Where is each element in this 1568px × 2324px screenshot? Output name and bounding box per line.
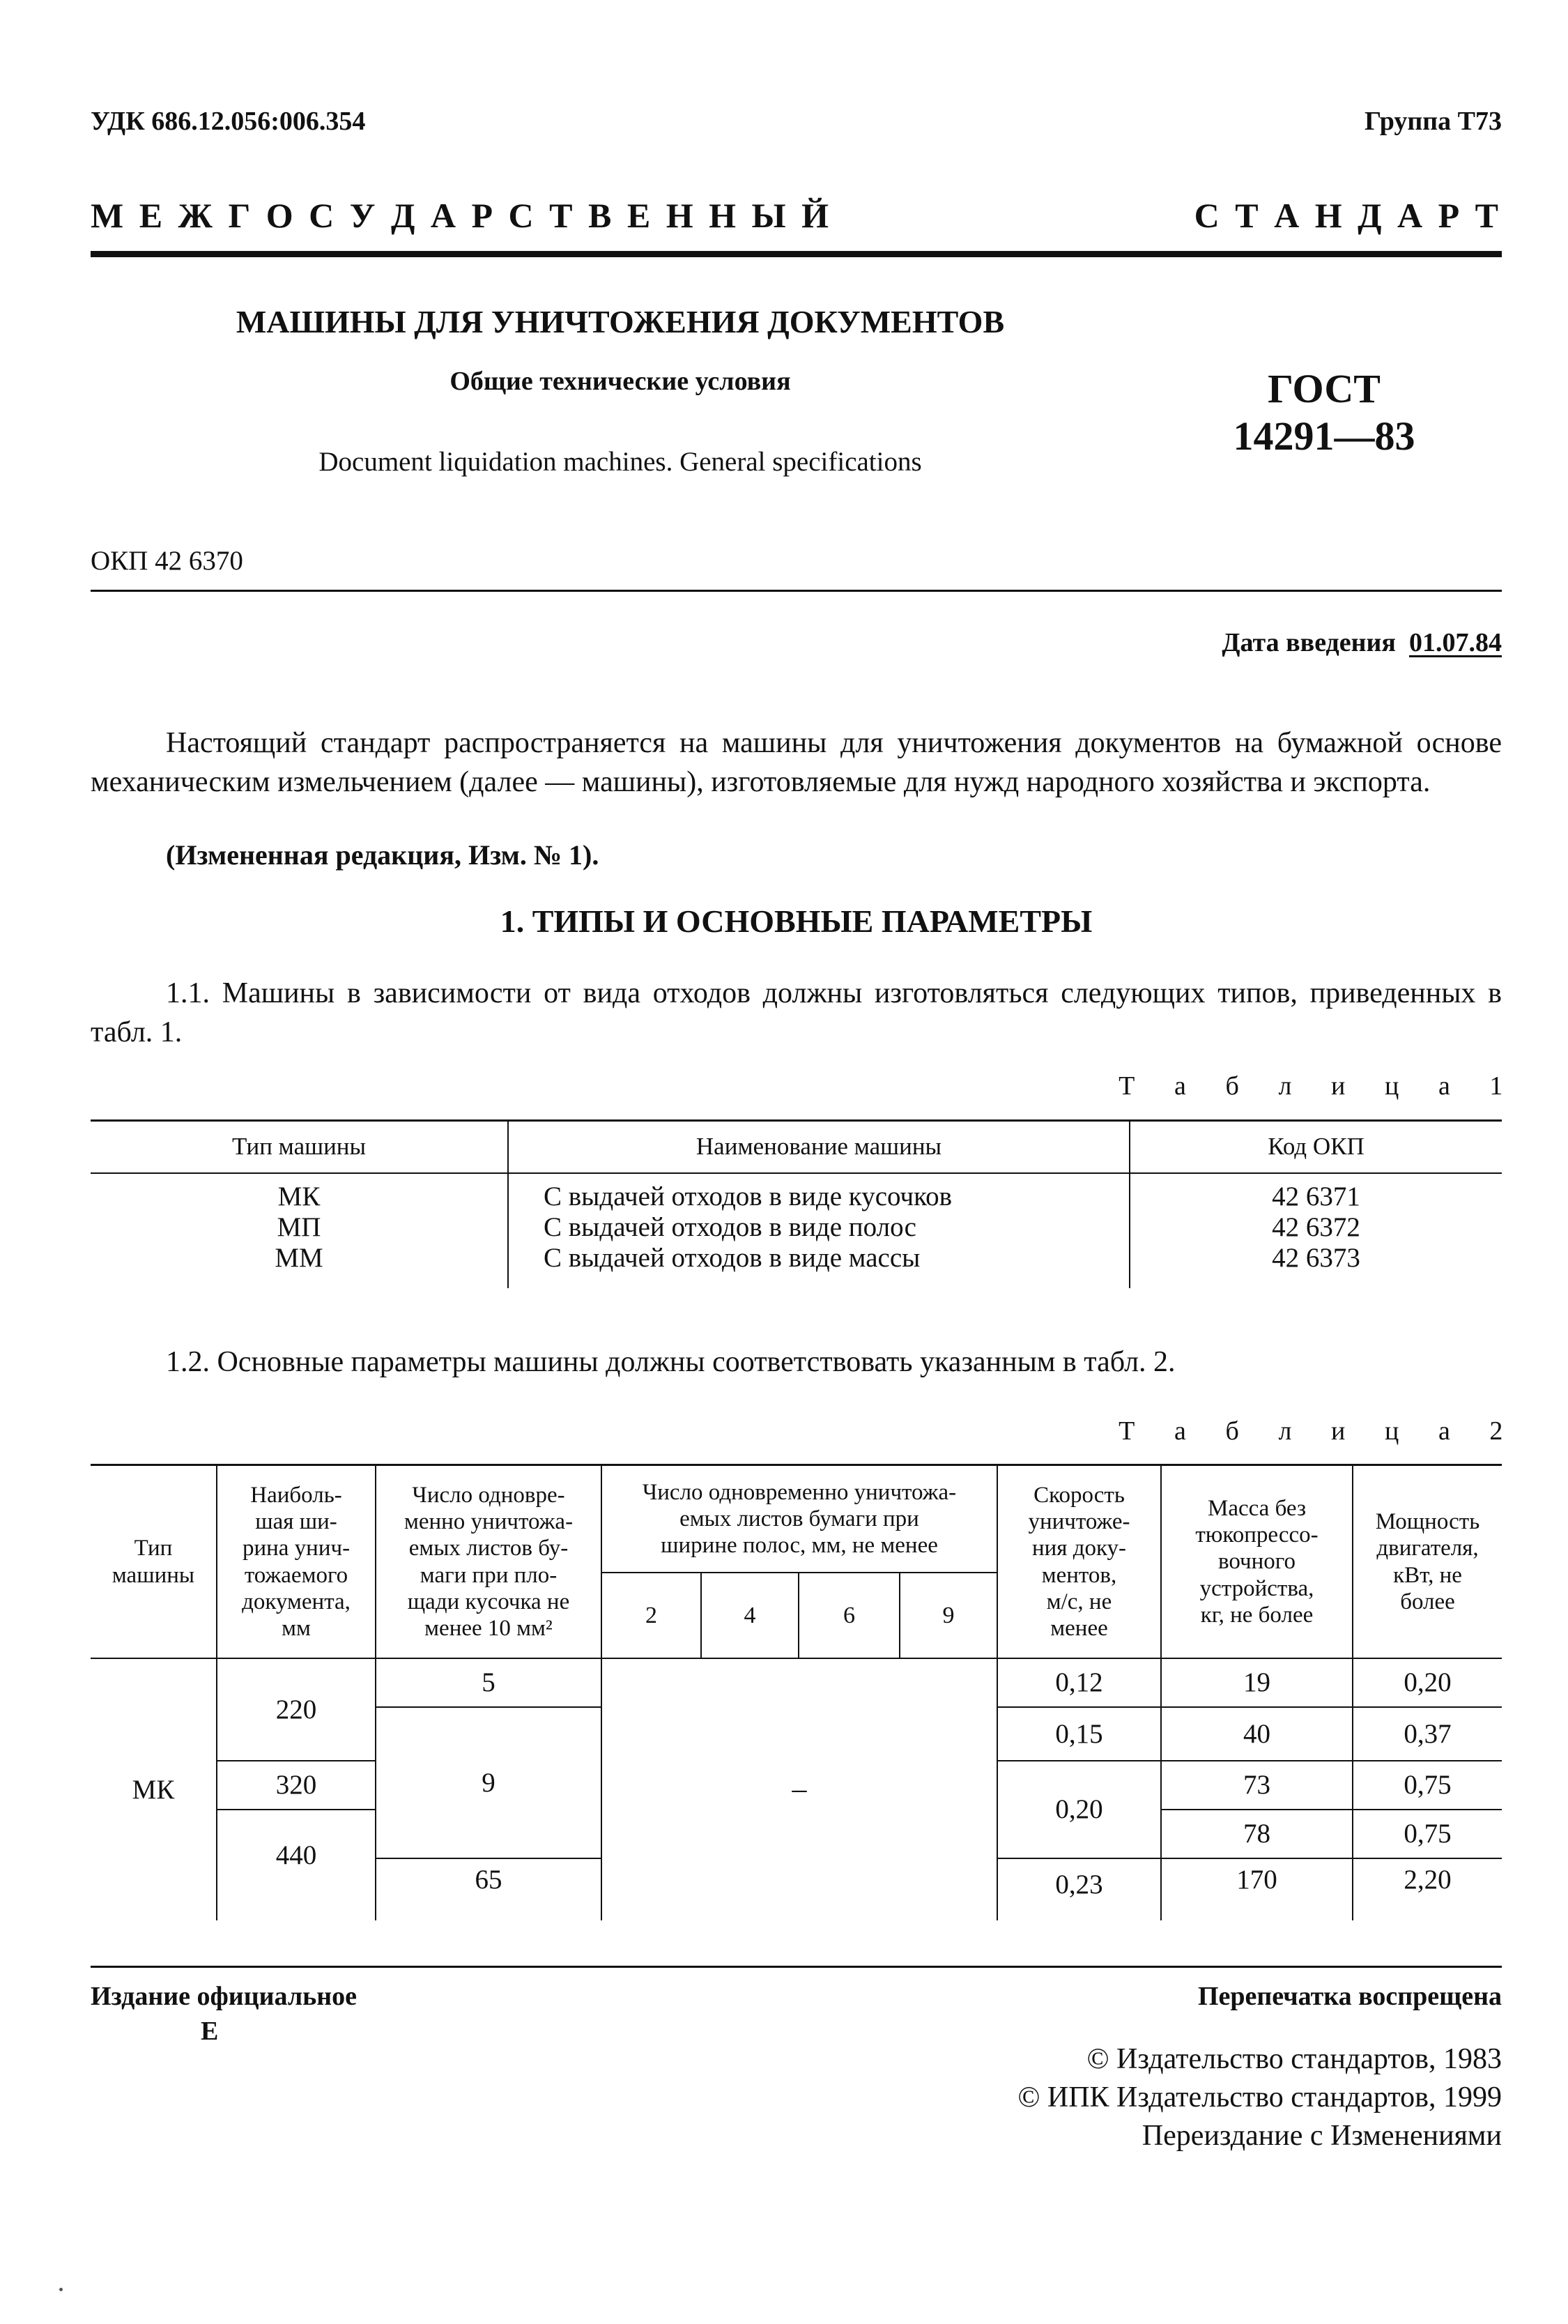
scan-speck — [59, 2288, 63, 2291]
table2-header-mass: Масса без тюкопрессо- вочного устройства, кг, не более — [1195, 1495, 1319, 1628]
reprint-prohibited: Перепечатка воспрещена — [1197, 1982, 1502, 2011]
table2-cell-mass: 78 — [1243, 1819, 1270, 1849]
table2-cell-power: 2,20 — [1404, 1865, 1452, 1895]
copyright-1983: © Издательство стандартов, 1983 — [1086, 2043, 1502, 2075]
standard-banner-right: С Т А Н Д А Р Т — [1194, 196, 1502, 235]
document-subtitle: Общие технические условия — [449, 367, 791, 396]
table1-cell-okp: 42 6372 — [1272, 1212, 1360, 1242]
table1-header-type: Тип машины — [231, 1132, 367, 1160]
document-title: МАШИНЫ ДЛЯ УНИЧТОЖЕНИЯ ДОКУМЕНТОВ — [236, 304, 1005, 339]
table2-cell-speed: 0,23 — [1055, 1870, 1103, 1900]
table2-cell-power: 0,75 — [1404, 1770, 1452, 1801]
footer-rule — [91, 1966, 1502, 1968]
table2-cell-width: 440 — [275, 1840, 317, 1871]
intro-date-value: 01.07.84 — [1409, 628, 1502, 657]
table1-cell-name: С выдачей отходов в виде полос — [544, 1212, 916, 1242]
table1-header-rule — [91, 1172, 1502, 1174]
table2-cell-width: 320 — [275, 1770, 317, 1801]
table2-cell-width: 220 — [275, 1694, 317, 1725]
intro-date-label: Дата введения — [1222, 628, 1396, 657]
table2-cell-sheets-strips: – — [792, 1773, 807, 1806]
table2-header-power: Мощность двигателя, кВт, не более — [1375, 1508, 1480, 1614]
okp-code: ОКП 42 6370 — [91, 546, 243, 576]
table2-cell-mass: 19 — [1243, 1667, 1270, 1698]
english-title: Document liquidation machines. General specifications — [318, 447, 922, 477]
edition-letter: Е — [201, 2017, 219, 2046]
table2-cell-speed: 0,15 — [1055, 1718, 1103, 1749]
table1-cell-okp: 42 6371 — [1272, 1182, 1360, 1211]
paragraph-1-1: 1.1. Машины в зависимости от вида отходов должны изготовляться следующих типов, приведенных в табл. 1. — [91, 977, 1502, 1048]
paragraph-1-2: 1.2. Основные параметры машины должны соответствовать указанным в табл. 2. — [166, 1346, 1176, 1378]
table1-cell-name: С выдачей отходов в виде массы — [544, 1243, 921, 1273]
table2-cell-sheets-pieces: 9 — [482, 1767, 495, 1798]
group-code: Группа Т73 — [1364, 107, 1502, 136]
section1-heading: 1. ТИПЫ И ОСНОВНЫЕ ПАРАМЕТРЫ — [500, 903, 1093, 939]
intro-date — [1222, 627, 1502, 658]
table2-header-width: Наиболь- шая ши- рина унич- тожаемого документа, мм — [242, 1482, 351, 1642]
gost-label: ГОСТ — [1268, 366, 1381, 411]
table2-header-strip-width: 9 — [942, 1602, 955, 1628]
standard-banner-left: М Е Ж Г О С У Д А Р С Т В Е Н Н Ы Й — [91, 196, 832, 235]
official-edition: Издание официальное — [91, 1982, 358, 2011]
table1-caption: Т а б л и ц а 1 — [1119, 1071, 1519, 1101]
table2-cell-mass: 170 — [1236, 1865, 1277, 1895]
table2-cell-speed: 0,20 — [1055, 1794, 1103, 1825]
table2-cell-power: 0,20 — [1404, 1667, 1452, 1698]
reissue-note: Переиздание с Изменениями — [1142, 2120, 1502, 2152]
table2-cell-sheets-pieces: 65 — [475, 1865, 502, 1895]
intro-paragraph: Настоящий стандарт распространяется на машины для уничтожения документов на бумажной основе механическим измельчением (далее — машины), изготовляемые для нужд народного хозяйства и экспорта. — [91, 727, 1502, 798]
table2-cell-type: МК — [132, 1774, 175, 1805]
table2-cell-power: 0,37 — [1404, 1718, 1452, 1749]
table2-header-strip-width: 2 — [645, 1602, 657, 1628]
udk-code: УДК 686.12.056:006.354 — [91, 107, 366, 136]
amended-note: (Измененная редакция, Изм. № 1). — [166, 839, 599, 871]
table1-header-okp: Код ОКП — [1268, 1132, 1365, 1160]
table1-cell-name: С выдачей отходов в виде кусочков — [544, 1182, 952, 1211]
table1-cell-type: МК — [277, 1182, 321, 1211]
table1-cell-okp: 42 6373 — [1272, 1243, 1360, 1273]
table2-cell-sheets-pieces: 5 — [482, 1667, 495, 1698]
table2-cell-mass: 73 — [1243, 1770, 1270, 1801]
table1-header-name: Наименование машины — [695, 1132, 942, 1160]
table2-header-strip-width: 6 — [843, 1602, 855, 1628]
table2-caption: Т а б л и ц а 2 — [1119, 1416, 1519, 1446]
table2-cell-power: 0,75 — [1404, 1819, 1452, 1849]
table2-header-sheets-pieces: Число одновре- менно уничтожа- емых листов бу- маги при пло- щади кусочка не менее 10 мм² — [403, 1482, 574, 1642]
table2-header-type: Тип машины — [112, 1536, 195, 1588]
gost-number: 14291—83 — [1233, 413, 1415, 459]
table2-header-strip-width: 4 — [744, 1602, 756, 1628]
table2-cell-mass: 40 — [1243, 1718, 1270, 1749]
table2-cell-speed: 0,12 — [1055, 1667, 1103, 1698]
okp-rule — [91, 590, 1502, 592]
table1-cell-type: ММ — [275, 1243, 323, 1273]
table2-header-sheets-strips: Число одновременно уничтожа- емых листов бумаги при ширине полос, мм, не менее — [642, 1479, 957, 1559]
copyright-1999: © ИПК Издательство стандартов, 1999 — [1017, 2081, 1502, 2113]
table2-header-speed: Скорость уничтоже- ния доку- ментов, м/с, не менее — [1028, 1482, 1130, 1642]
header-thick-rule — [91, 251, 1502, 257]
table1-cell-type: МП — [277, 1212, 321, 1242]
